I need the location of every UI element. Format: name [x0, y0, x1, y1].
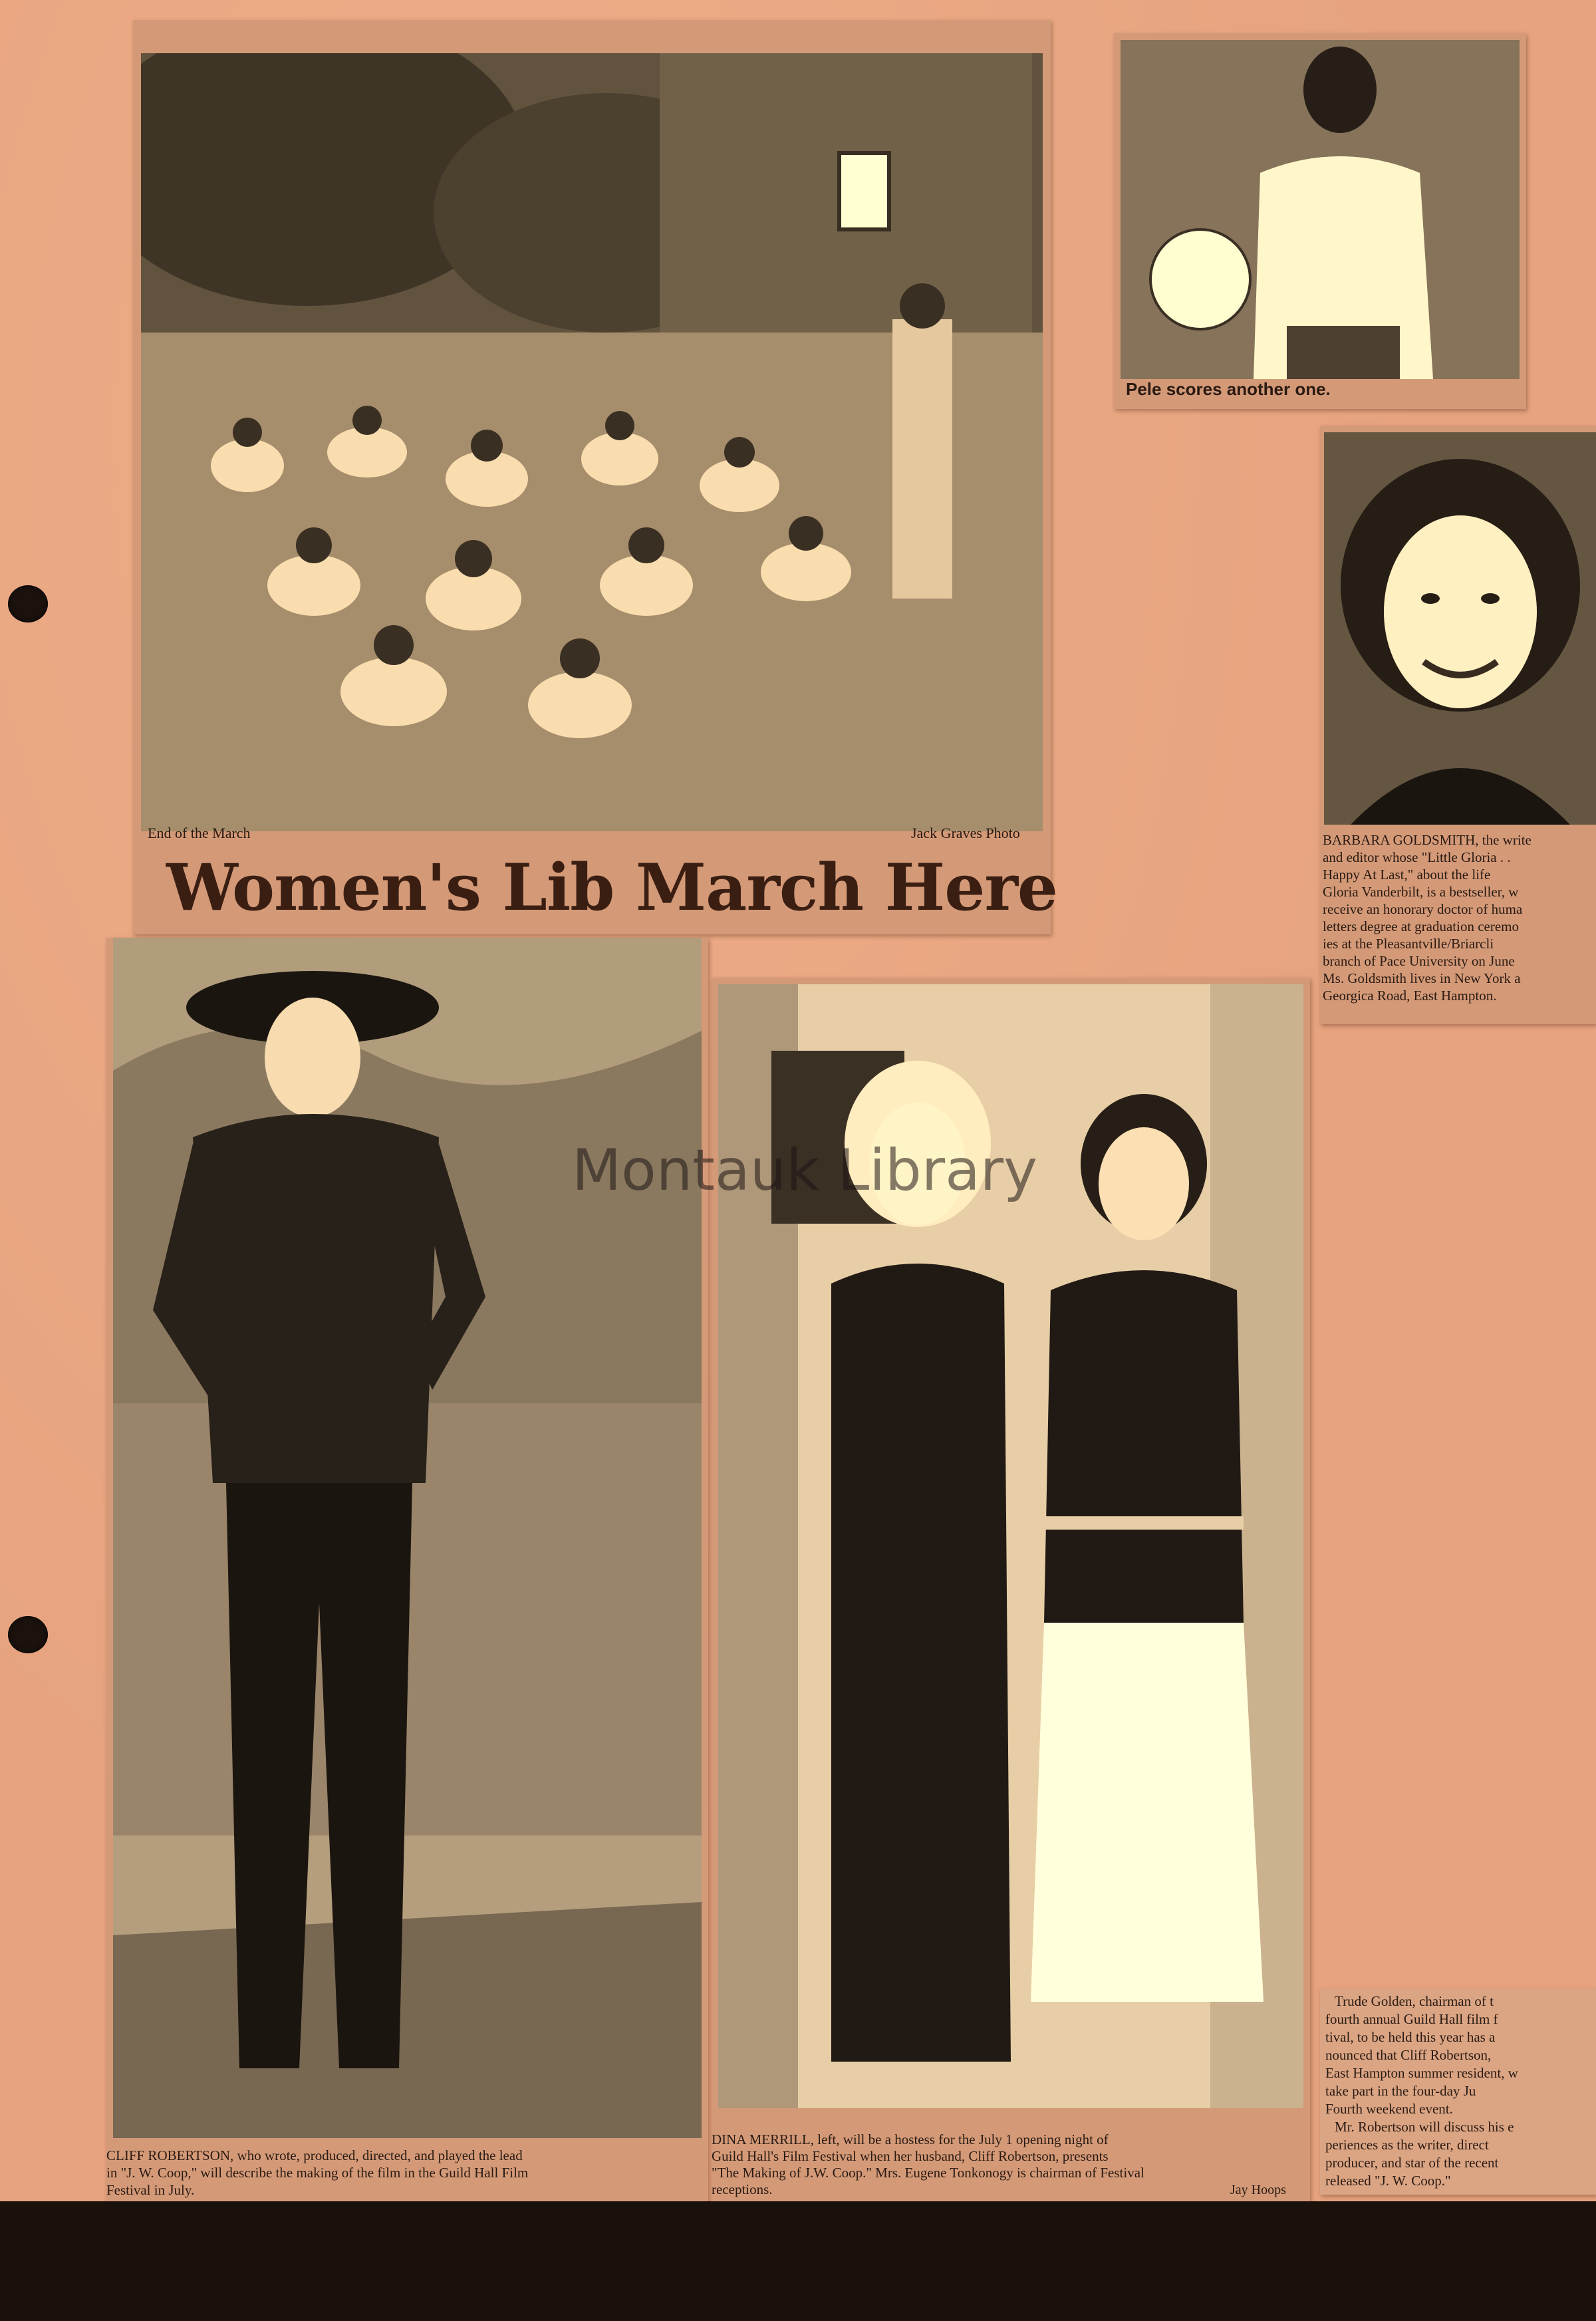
march-credit-right: Jack Graves Photo — [911, 825, 1020, 841]
merrill-caption-line: Guild Hall's Film Festival when her husband, Cliff Robertson, presents — [712, 2148, 1109, 2164]
march-photo-image — [141, 53, 1043, 831]
golden-caption-line: Mr. Robertson will discuss his e — [1335, 2119, 1514, 2135]
pele-caption: Pele scores another one. — [1126, 379, 1331, 399]
pele-clipping — [1114, 33, 1526, 409]
golden-caption-line: fourth annual Guild Hall film f — [1325, 2011, 1498, 2027]
goldsmith-caption-line: letters degree at graduation ceremo — [1323, 918, 1520, 934]
robertson-caption-line: Festival in July. — [106, 2182, 195, 2198]
goldsmith-caption — [1323, 831, 1595, 1004]
goldsmith-caption-line: Happy At Last," about the life — [1323, 867, 1491, 883]
robertson-photo — [113, 938, 702, 2138]
golden-caption-line: East Hampton summer resident, w — [1325, 2065, 1518, 2081]
golden-caption-line: take part in the four-day Ju — [1325, 2083, 1476, 2099]
robertson-caption-line: CLIFF ROBERTSON, who wrote, produced, directed, and played the lead — [106, 2147, 523, 2163]
library-watermark: Montauk Library — [571, 1137, 1038, 1204]
punch-hole-bottom — [8, 1616, 48, 1653]
pele-photo — [1121, 40, 1520, 379]
pele-photo-image — [1121, 40, 1520, 379]
golden-caption — [1325, 1992, 1596, 2190]
goldsmith-caption-line: branch of Pace University on June — [1323, 953, 1515, 969]
golden-caption-line: nounced that Cliff Robertson, — [1325, 2047, 1492, 2063]
goldsmith-caption-line: ies at the Pleasantville/Briarcli — [1323, 936, 1494, 952]
punch-hole-top — [8, 585, 48, 622]
scanner-background — [0, 2201, 1596, 2321]
robertson-caption — [106, 2147, 708, 2199]
robertson-caption-line: in "J. W. Coop," will describe the making of the film in the Guild Hall Film — [106, 2165, 529, 2181]
march-credit-left: End of the March — [148, 825, 251, 841]
golden-caption-line: periences as the writer, direct — [1325, 2137, 1489, 2153]
goldsmith-photo — [1324, 432, 1596, 825]
golden-clipping — [1320, 1988, 1596, 2195]
robertson-clipping — [106, 938, 708, 2208]
march-photo — [141, 53, 1043, 831]
goldsmith-clipping — [1320, 426, 1596, 1024]
goldsmith-caption-line: receive an honorary doctor of huma — [1323, 901, 1523, 917]
goldsmith-caption-line: BARBARA GOLDSMITH, the write — [1323, 832, 1531, 848]
golden-caption-line: released "J. W. Coop." — [1325, 2173, 1451, 2189]
merrill-caption-line: "The Making of J.W. Coop." Mrs. Eugene Tonkonogy is chairman of Festival — [712, 2165, 1144, 2181]
goldsmith-caption-line: Gloria Vanderbilt, is a bestseller, w — [1323, 884, 1519, 900]
goldsmith-caption-line: and editor whose "Little Gloria . . — [1323, 849, 1511, 865]
goldsmith-photo-image — [1324, 432, 1596, 825]
merrill-caption — [712, 2131, 1310, 2198]
robertson-photo-image — [113, 938, 702, 2138]
goldsmith-caption-line: Ms. Goldsmith lives in New York a — [1323, 970, 1521, 986]
merrill-photo-credit: Jay Hoops — [1230, 2183, 1286, 2197]
golden-caption-line: Trude Golden, chairman of t — [1335, 1993, 1494, 2009]
golden-caption-line: producer, and star of the recent — [1325, 2155, 1499, 2171]
merrill-caption-line: receptions. — [712, 2181, 773, 2197]
merrill-caption-line: DINA MERRILL, left, will be a hostess for the July 1 opening night of — [712, 2131, 1109, 2147]
golden-caption-line: Fourth weekend event. — [1325, 2101, 1453, 2117]
golden-caption-line: tival, to be held this year has a — [1325, 2029, 1496, 2045]
march-headline: Women's Lib March Here — [166, 850, 1057, 925]
goldsmith-caption-line: Georgica Road, East Hampton. — [1323, 988, 1497, 1004]
march-clipping — [133, 20, 1057, 934]
